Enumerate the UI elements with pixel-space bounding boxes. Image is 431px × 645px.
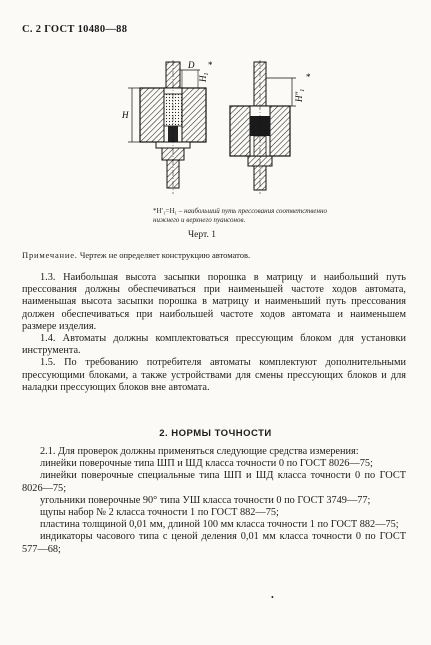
legend-symbol: *H′₁=H₁	[153, 207, 177, 215]
figure-drawing	[120, 60, 330, 196]
paragraphs-block	[22, 272, 406, 394]
paragraph-1-4: 1.4. Автоматы должны комплектоваться прессующим блоком для установки инструмента.	[22, 333, 406, 357]
figure-note	[22, 250, 412, 260]
legend-text: – наибольший путь прессования соответственно нижнего и верхнего пуансонов.	[153, 207, 327, 224]
label-h1-right: $H''_1$	[294, 88, 306, 102]
note-text: Чертеж не определяет конструкцию автоматов.	[79, 250, 251, 260]
paragraph-1-5: 1.5. По требованию потребителя автоматы комплектуют дополнительными прессующими блоками, а также устройствами для смены прессующих блоков и для наладки прессующих блоков вне автомата.	[22, 357, 406, 393]
label-star-left: *	[208, 60, 213, 70]
label-h1-left: $H_1$	[198, 72, 210, 82]
figure-legend	[153, 207, 353, 225]
list-item: линейки поверочные типа ШП и ШД класса точности 0 по ГОСТ 8026—75;	[40, 458, 373, 470]
note-lead: Примечание.	[22, 250, 78, 260]
list-item: линейки поверочные специальные типа ШП и ШД класса точности 0 по ГОСТ 8026—75;	[22, 470, 406, 494]
list-intro: 2.1. Для проверок должны применяться следующие средства измерения:	[40, 446, 359, 457]
section-title: 2. НОРМЫ ТОЧНОСТИ	[159, 428, 272, 439]
left-press-assembly	[128, 60, 206, 194]
list-item: угольники поверочные 90° типа УШ класса точности 0 по ГОСТ 3749—77;	[40, 494, 371, 506]
measuring-tools-list	[22, 446, 406, 556]
list-item: пластина толщиной 0,01 мм, длиной 100 мм класса точности 1 по ГОСТ 882—75;	[40, 519, 399, 531]
list-item: щупы набор № 2 класса точности 1 по ГОСТ 882—75;	[40, 507, 279, 519]
label-h: H	[122, 110, 129, 120]
page-header: С. 2 ГОСТ 10480—88	[22, 24, 128, 35]
label-star-right: *	[306, 72, 311, 82]
paragraph-1-3: 1.3. Наибольшая высота засыпки порошка в матрицу и наибольший путь прессования должны обеспечиваться при наименьшей частоте ходов автомата, наименьшая высота засыпки порошка в матрицу и наименьший путь прессования должен обеспечиваться при наибольшей частоте ходов автомата и наименьшем размере изделия.	[22, 272, 406, 332]
list-item: индикаторы часового типа с ценой деления 0,01 мм класса точности 0 по ГОСТ 577—68;	[22, 531, 406, 555]
right-press-assembly	[230, 60, 296, 194]
stray-mark: •	[271, 593, 274, 602]
figure-caption: Черт. 1	[188, 230, 216, 240]
label-d: D	[188, 60, 195, 70]
